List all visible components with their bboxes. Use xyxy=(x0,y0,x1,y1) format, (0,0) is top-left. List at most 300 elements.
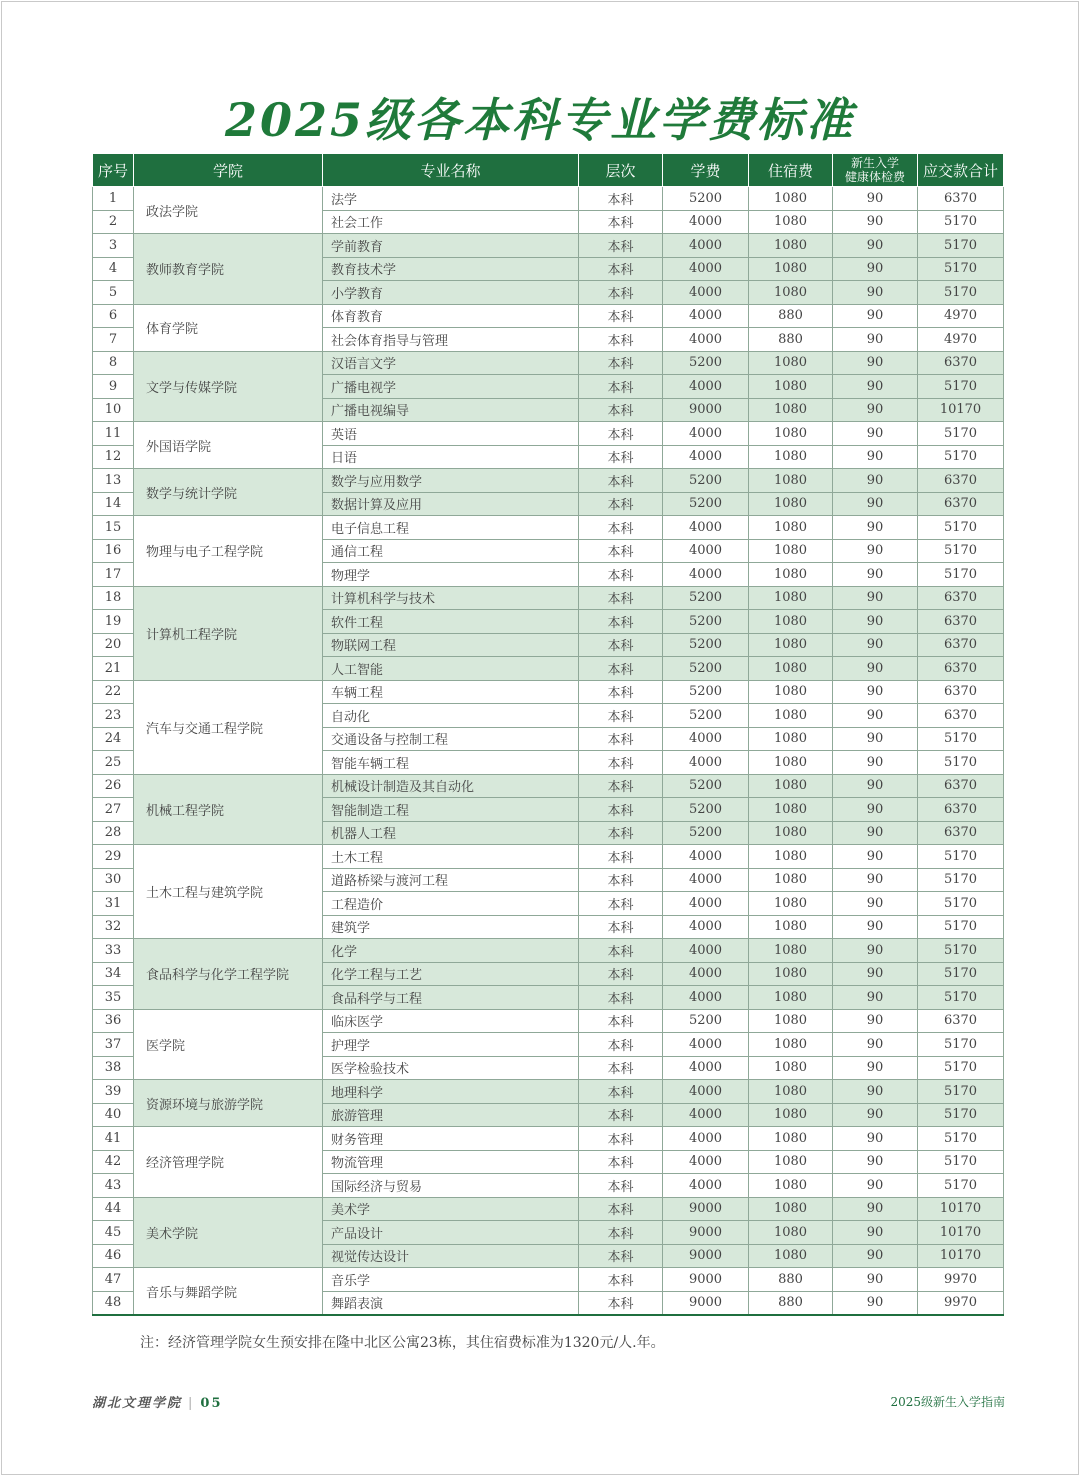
total-cell: 6370 xyxy=(918,1009,1004,1033)
college-cell: 体育学院 xyxy=(134,304,323,351)
total-cell: 5170 xyxy=(918,892,1004,916)
table-header-row xyxy=(93,154,1004,187)
row-index: 39 xyxy=(93,1080,134,1104)
level-cell: 本科 xyxy=(579,210,663,234)
health-fee-cell: 90 xyxy=(833,915,918,939)
total-cell: 10170 xyxy=(918,1197,1004,1221)
lodging-cell: 1080 xyxy=(749,1056,833,1080)
total-cell: 5170 xyxy=(918,539,1004,563)
header-tuition: 学费 xyxy=(663,154,749,187)
health-fee-cell: 90 xyxy=(833,704,918,728)
health-fee-cell: 90 xyxy=(833,257,918,281)
health-fee-cell: 90 xyxy=(833,445,918,469)
tuition-cell: 4000 xyxy=(663,445,749,469)
level-cell: 本科 xyxy=(579,1291,663,1315)
total-cell: 5170 xyxy=(918,1080,1004,1104)
tuition-cell: 4000 xyxy=(663,1033,749,1057)
footer-guide-title: 2025级新生入学指南 xyxy=(890,1395,1005,1409)
lodging-cell: 1080 xyxy=(749,398,833,422)
tuition-cell: 4000 xyxy=(663,727,749,751)
lodging-cell: 880 xyxy=(749,1291,833,1315)
row-index: 44 xyxy=(93,1197,134,1221)
tuition-cell: 4000 xyxy=(663,539,749,563)
lodging-cell: 1080 xyxy=(749,1174,833,1198)
major-cell: 舞蹈表演 xyxy=(323,1291,579,1315)
row-index: 34 xyxy=(93,962,134,986)
total-cell: 5170 xyxy=(918,234,1004,258)
health-fee-cell: 90 xyxy=(833,751,918,775)
row-index: 19 xyxy=(93,610,134,634)
row-index: 36 xyxy=(93,1009,134,1033)
table-row xyxy=(93,516,1004,540)
row-index: 1 xyxy=(93,187,134,211)
row-index: 18 xyxy=(93,586,134,610)
table-row xyxy=(93,774,1004,798)
major-cell: 物流管理 xyxy=(323,1150,579,1174)
level-cell: 本科 xyxy=(579,1221,663,1245)
table-row xyxy=(93,234,1004,258)
table-row xyxy=(93,680,1004,704)
row-index: 4 xyxy=(93,257,134,281)
tuition-cell: 4000 xyxy=(663,986,749,1010)
total-cell: 6370 xyxy=(918,704,1004,728)
health-fee-cell: 90 xyxy=(833,1268,918,1292)
total-cell: 6370 xyxy=(918,187,1004,211)
row-index: 32 xyxy=(93,915,134,939)
row-index: 16 xyxy=(93,539,134,563)
tuition-cell: 5200 xyxy=(663,1009,749,1033)
college-cell: 资源环境与旅游学院 xyxy=(134,1080,323,1127)
table-row xyxy=(93,1268,1004,1292)
total-cell: 5170 xyxy=(918,1150,1004,1174)
tuition-cell: 4000 xyxy=(663,304,749,328)
college-cell: 教师教育学院 xyxy=(134,234,323,305)
major-cell: 英语 xyxy=(323,422,579,446)
row-index: 7 xyxy=(93,328,134,352)
table-row xyxy=(93,351,1004,375)
health-fee-cell: 90 xyxy=(833,375,918,399)
total-cell: 5170 xyxy=(918,1174,1004,1198)
college-cell: 食品科学与化学工程学院 xyxy=(134,939,323,1010)
major-cell: 社会工作 xyxy=(323,210,579,234)
health-fee-cell: 90 xyxy=(833,845,918,869)
row-index: 3 xyxy=(93,234,134,258)
health-fee-cell: 90 xyxy=(833,774,918,798)
level-cell: 本科 xyxy=(579,586,663,610)
total-cell: 5170 xyxy=(918,257,1004,281)
level-cell: 本科 xyxy=(579,422,663,446)
total-cell: 6370 xyxy=(918,821,1004,845)
health-fee-cell: 90 xyxy=(833,422,918,446)
health-fee-cell: 90 xyxy=(833,986,918,1010)
tuition-cell: 4000 xyxy=(663,210,749,234)
tuition-cell: 4000 xyxy=(663,939,749,963)
major-cell: 计算机科学与技术 xyxy=(323,586,579,610)
tuition-cell: 4000 xyxy=(663,962,749,986)
level-cell: 本科 xyxy=(579,187,663,211)
lodging-cell: 1080 xyxy=(749,751,833,775)
row-index: 35 xyxy=(93,986,134,1010)
college-cell: 数学与统计学院 xyxy=(134,469,323,516)
health-fee-cell: 90 xyxy=(833,1291,918,1315)
level-cell: 本科 xyxy=(579,563,663,587)
tuition-cell: 4000 xyxy=(663,1174,749,1198)
tuition-cell: 4000 xyxy=(663,868,749,892)
total-cell: 5170 xyxy=(918,210,1004,234)
tuition-cell: 9000 xyxy=(663,1268,749,1292)
major-cell: 食品科学与工程 xyxy=(323,986,579,1010)
health-fee-cell: 90 xyxy=(833,281,918,305)
tuition-cell: 4000 xyxy=(663,1150,749,1174)
major-cell: 医学检验技术 xyxy=(323,1056,579,1080)
level-cell: 本科 xyxy=(579,1150,663,1174)
tuition-cell: 5200 xyxy=(663,469,749,493)
health-fee-cell: 90 xyxy=(833,1174,918,1198)
table-row xyxy=(93,187,1004,211)
lodging-cell: 1080 xyxy=(749,915,833,939)
lodging-cell: 1080 xyxy=(749,445,833,469)
total-cell: 9970 xyxy=(918,1291,1004,1315)
row-index: 43 xyxy=(93,1174,134,1198)
college-cell: 政法学院 xyxy=(134,187,323,234)
table-body xyxy=(93,187,1004,1316)
lodging-cell: 1080 xyxy=(749,257,833,281)
lodging-cell: 1080 xyxy=(749,1033,833,1057)
lodging-cell: 880 xyxy=(749,304,833,328)
level-cell: 本科 xyxy=(579,821,663,845)
tuition-cell: 5200 xyxy=(663,610,749,634)
lodging-cell: 1080 xyxy=(749,962,833,986)
major-cell: 智能制造工程 xyxy=(323,798,579,822)
health-fee-cell: 90 xyxy=(833,868,918,892)
major-cell: 人工智能 xyxy=(323,657,579,681)
major-cell: 通信工程 xyxy=(323,539,579,563)
level-cell: 本科 xyxy=(579,939,663,963)
row-index: 40 xyxy=(93,1103,134,1127)
level-cell: 本科 xyxy=(579,1103,663,1127)
level-cell: 本科 xyxy=(579,516,663,540)
table-row xyxy=(93,1080,1004,1104)
college-cell: 美术学院 xyxy=(134,1197,323,1268)
level-cell: 本科 xyxy=(579,257,663,281)
row-index: 41 xyxy=(93,1127,134,1151)
college-cell: 医学院 xyxy=(134,1009,323,1080)
total-cell: 6370 xyxy=(918,586,1004,610)
tuition-cell: 5200 xyxy=(663,351,749,375)
tuition-cell: 5200 xyxy=(663,657,749,681)
tuition-cell: 4000 xyxy=(663,516,749,540)
college-cell: 经济管理学院 xyxy=(134,1127,323,1198)
health-fee-cell: 90 xyxy=(833,1009,918,1033)
major-cell: 广播电视编导 xyxy=(323,398,579,422)
health-fee-cell: 90 xyxy=(833,821,918,845)
lodging-cell: 1080 xyxy=(749,1150,833,1174)
table-row xyxy=(93,939,1004,963)
major-cell: 美术学 xyxy=(323,1197,579,1221)
table-row xyxy=(93,422,1004,446)
level-cell: 本科 xyxy=(579,281,663,305)
college-cell: 物理与电子工程学院 xyxy=(134,516,323,587)
lodging-cell: 1080 xyxy=(749,798,833,822)
college-cell: 音乐与舞蹈学院 xyxy=(134,1268,323,1316)
total-cell: 5170 xyxy=(918,422,1004,446)
tuition-cell: 4000 xyxy=(663,281,749,305)
row-index: 31 xyxy=(93,892,134,916)
tuition-cell: 4000 xyxy=(663,1080,749,1104)
total-cell: 5170 xyxy=(918,868,1004,892)
table-row xyxy=(93,1197,1004,1221)
header-index: 序号 xyxy=(93,154,134,187)
tuition-cell: 9000 xyxy=(663,1197,749,1221)
row-index: 9 xyxy=(93,375,134,399)
major-cell: 地理科学 xyxy=(323,1080,579,1104)
school-logotype: 湖北文理学院 xyxy=(92,1396,183,1411)
total-cell: 6370 xyxy=(918,351,1004,375)
major-cell: 电子信息工程 xyxy=(323,516,579,540)
health-fee-cell: 90 xyxy=(833,727,918,751)
lodging-cell: 1080 xyxy=(749,516,833,540)
lodging-cell: 1080 xyxy=(749,986,833,1010)
health-fee-cell: 90 xyxy=(833,586,918,610)
header-health-check: 新生入学 健康体检费 xyxy=(833,154,918,187)
lodging-cell: 1080 xyxy=(749,210,833,234)
row-index: 27 xyxy=(93,798,134,822)
tuition-cell: 5200 xyxy=(663,798,749,822)
row-index: 2 xyxy=(93,210,134,234)
major-cell: 财务管理 xyxy=(323,1127,579,1151)
level-cell: 本科 xyxy=(579,304,663,328)
health-fee-cell: 90 xyxy=(833,1221,918,1245)
header-lodging: 住宿费 xyxy=(749,154,833,187)
level-cell: 本科 xyxy=(579,1127,663,1151)
total-cell: 5170 xyxy=(918,1103,1004,1127)
health-fee-cell: 90 xyxy=(833,234,918,258)
tuition-cell: 4000 xyxy=(663,1056,749,1080)
lodging-cell: 1080 xyxy=(749,375,833,399)
health-fee-cell: 90 xyxy=(833,351,918,375)
health-fee-cell: 90 xyxy=(833,798,918,822)
major-cell: 音乐学 xyxy=(323,1268,579,1292)
table-row xyxy=(93,304,1004,328)
lodging-cell: 1080 xyxy=(749,422,833,446)
major-cell: 社会体育指导与管理 xyxy=(323,328,579,352)
health-fee-cell: 90 xyxy=(833,492,918,516)
tuition-table xyxy=(92,153,1004,1316)
health-fee-cell: 90 xyxy=(833,633,918,657)
health-fee-cell: 90 xyxy=(833,1244,918,1268)
lodging-cell: 1080 xyxy=(749,1080,833,1104)
health-fee-cell: 90 xyxy=(833,680,918,704)
lodging-cell: 1080 xyxy=(749,1221,833,1245)
row-index: 21 xyxy=(93,657,134,681)
total-cell: 6370 xyxy=(918,492,1004,516)
level-cell: 本科 xyxy=(579,868,663,892)
major-cell: 产品设计 xyxy=(323,1221,579,1245)
total-cell: 6370 xyxy=(918,774,1004,798)
total-cell: 5170 xyxy=(918,375,1004,399)
level-cell: 本科 xyxy=(579,845,663,869)
total-cell: 5170 xyxy=(918,563,1004,587)
footer-divider: | xyxy=(188,1396,195,1411)
lodging-cell: 1080 xyxy=(749,704,833,728)
major-cell: 建筑学 xyxy=(323,915,579,939)
major-cell: 临床医学 xyxy=(323,1009,579,1033)
lodging-cell: 1080 xyxy=(749,774,833,798)
row-index: 5 xyxy=(93,281,134,305)
lodging-cell: 1080 xyxy=(749,234,833,258)
level-cell: 本科 xyxy=(579,962,663,986)
row-index: 11 xyxy=(93,422,134,446)
major-cell: 教育技术学 xyxy=(323,257,579,281)
health-fee-cell: 90 xyxy=(833,469,918,493)
lodging-cell: 1080 xyxy=(749,610,833,634)
total-cell: 5170 xyxy=(918,1127,1004,1151)
total-cell: 5170 xyxy=(918,727,1004,751)
total-cell: 5170 xyxy=(918,915,1004,939)
table-row xyxy=(93,845,1004,869)
tuition-cell: 5200 xyxy=(663,704,749,728)
tuition-cell: 4000 xyxy=(663,845,749,869)
row-index: 23 xyxy=(93,704,134,728)
health-fee-cell: 90 xyxy=(833,1127,918,1151)
health-fee-cell: 90 xyxy=(833,1103,918,1127)
major-cell: 自动化 xyxy=(323,704,579,728)
college-cell: 外国语学院 xyxy=(134,422,323,469)
tuition-cell: 9000 xyxy=(663,1291,749,1315)
row-index: 24 xyxy=(93,727,134,751)
lodging-cell: 1080 xyxy=(749,539,833,563)
level-cell: 本科 xyxy=(579,892,663,916)
row-index: 20 xyxy=(93,633,134,657)
tuition-cell: 5200 xyxy=(663,633,749,657)
level-cell: 本科 xyxy=(579,798,663,822)
health-fee-cell: 90 xyxy=(833,398,918,422)
health-fee-cell: 90 xyxy=(833,939,918,963)
lodging-cell: 1080 xyxy=(749,821,833,845)
row-index: 45 xyxy=(93,1221,134,1245)
major-cell: 道路桥梁与渡河工程 xyxy=(323,868,579,892)
lodging-cell: 1080 xyxy=(749,187,833,211)
total-cell: 6370 xyxy=(918,680,1004,704)
lodging-cell: 1080 xyxy=(749,492,833,516)
tuition-cell: 4000 xyxy=(663,257,749,281)
tuition-cell: 5200 xyxy=(663,187,749,211)
tuition-cell: 4000 xyxy=(663,1127,749,1151)
tuition-cell: 4000 xyxy=(663,915,749,939)
health-fee-cell: 90 xyxy=(833,328,918,352)
total-cell: 5170 xyxy=(918,986,1004,1010)
major-cell: 旅游管理 xyxy=(323,1103,579,1127)
row-index: 8 xyxy=(93,351,134,375)
total-cell: 6370 xyxy=(918,469,1004,493)
tuition-cell: 5200 xyxy=(663,821,749,845)
total-cell: 5170 xyxy=(918,845,1004,869)
tuition-cell: 9000 xyxy=(663,398,749,422)
lodging-cell: 1080 xyxy=(749,657,833,681)
lodging-cell: 1080 xyxy=(749,1009,833,1033)
table-row xyxy=(93,1009,1004,1033)
level-cell: 本科 xyxy=(579,445,663,469)
tuition-cell: 9000 xyxy=(663,1244,749,1268)
tuition-cell: 4000 xyxy=(663,563,749,587)
major-cell: 工程造价 xyxy=(323,892,579,916)
lodging-cell: 1080 xyxy=(749,351,833,375)
level-cell: 本科 xyxy=(579,986,663,1010)
major-cell: 护理学 xyxy=(323,1033,579,1057)
health-fee-cell: 90 xyxy=(833,187,918,211)
row-index: 28 xyxy=(93,821,134,845)
level-cell: 本科 xyxy=(579,1056,663,1080)
tuition-cell: 4000 xyxy=(663,892,749,916)
footnote: 注：经济管理学院女生预安排在隆中北区公寓23栋，其住宿费标准为1320元/人.年。 xyxy=(140,1335,665,1351)
health-fee-cell: 90 xyxy=(833,1056,918,1080)
lodging-cell: 1080 xyxy=(749,1103,833,1127)
major-cell: 车辆工程 xyxy=(323,680,579,704)
tuition-cell: 5200 xyxy=(663,774,749,798)
college-cell: 文学与传媒学院 xyxy=(134,351,323,422)
lodging-cell: 1080 xyxy=(749,1197,833,1221)
total-cell: 5170 xyxy=(918,281,1004,305)
row-index: 48 xyxy=(93,1291,134,1315)
lodging-cell: 1080 xyxy=(749,281,833,305)
health-fee-cell: 90 xyxy=(833,610,918,634)
major-cell: 汉语言文学 xyxy=(323,351,579,375)
major-cell: 广播电视学 xyxy=(323,375,579,399)
row-index: 47 xyxy=(93,1268,134,1292)
level-cell: 本科 xyxy=(579,234,663,258)
tuition-cell: 5200 xyxy=(663,680,749,704)
health-fee-cell: 90 xyxy=(833,516,918,540)
level-cell: 本科 xyxy=(579,398,663,422)
health-fee-cell: 90 xyxy=(833,892,918,916)
lodging-cell: 1080 xyxy=(749,586,833,610)
table-row xyxy=(93,1127,1004,1151)
tuition-cell: 4000 xyxy=(663,751,749,775)
major-cell: 数据计算及应用 xyxy=(323,492,579,516)
health-fee-cell: 90 xyxy=(833,304,918,328)
row-index: 37 xyxy=(93,1033,134,1057)
major-cell: 化学 xyxy=(323,939,579,963)
row-index: 42 xyxy=(93,1150,134,1174)
major-cell: 机器人工程 xyxy=(323,821,579,845)
row-index: 25 xyxy=(93,751,134,775)
tuition-cell: 4000 xyxy=(663,234,749,258)
lodging-cell: 1080 xyxy=(749,1244,833,1268)
tuition-cell: 4000 xyxy=(663,1103,749,1127)
major-cell: 国际经济与贸易 xyxy=(323,1174,579,1198)
table-row xyxy=(93,586,1004,610)
row-index: 17 xyxy=(93,563,134,587)
level-cell: 本科 xyxy=(579,1033,663,1057)
header-college: 学院 xyxy=(134,154,323,187)
header-total: 应交款合计 xyxy=(918,154,1004,187)
tuition-cell: 9000 xyxy=(663,1221,749,1245)
tuition-cell: 5200 xyxy=(663,492,749,516)
row-index: 6 xyxy=(93,304,134,328)
footer-left xyxy=(92,1392,223,1411)
lodging-cell: 1080 xyxy=(749,939,833,963)
lodging-cell: 1080 xyxy=(749,1127,833,1151)
header-major: 专业名称 xyxy=(323,154,579,187)
tuition-cell: 5200 xyxy=(663,586,749,610)
major-cell: 机械设计制造及其自动化 xyxy=(323,774,579,798)
page-number: 05 xyxy=(200,1396,223,1411)
row-index: 10 xyxy=(93,398,134,422)
major-cell: 物理学 xyxy=(323,563,579,587)
health-fee-cell: 90 xyxy=(833,539,918,563)
lodging-cell: 1080 xyxy=(749,469,833,493)
level-cell: 本科 xyxy=(579,680,663,704)
